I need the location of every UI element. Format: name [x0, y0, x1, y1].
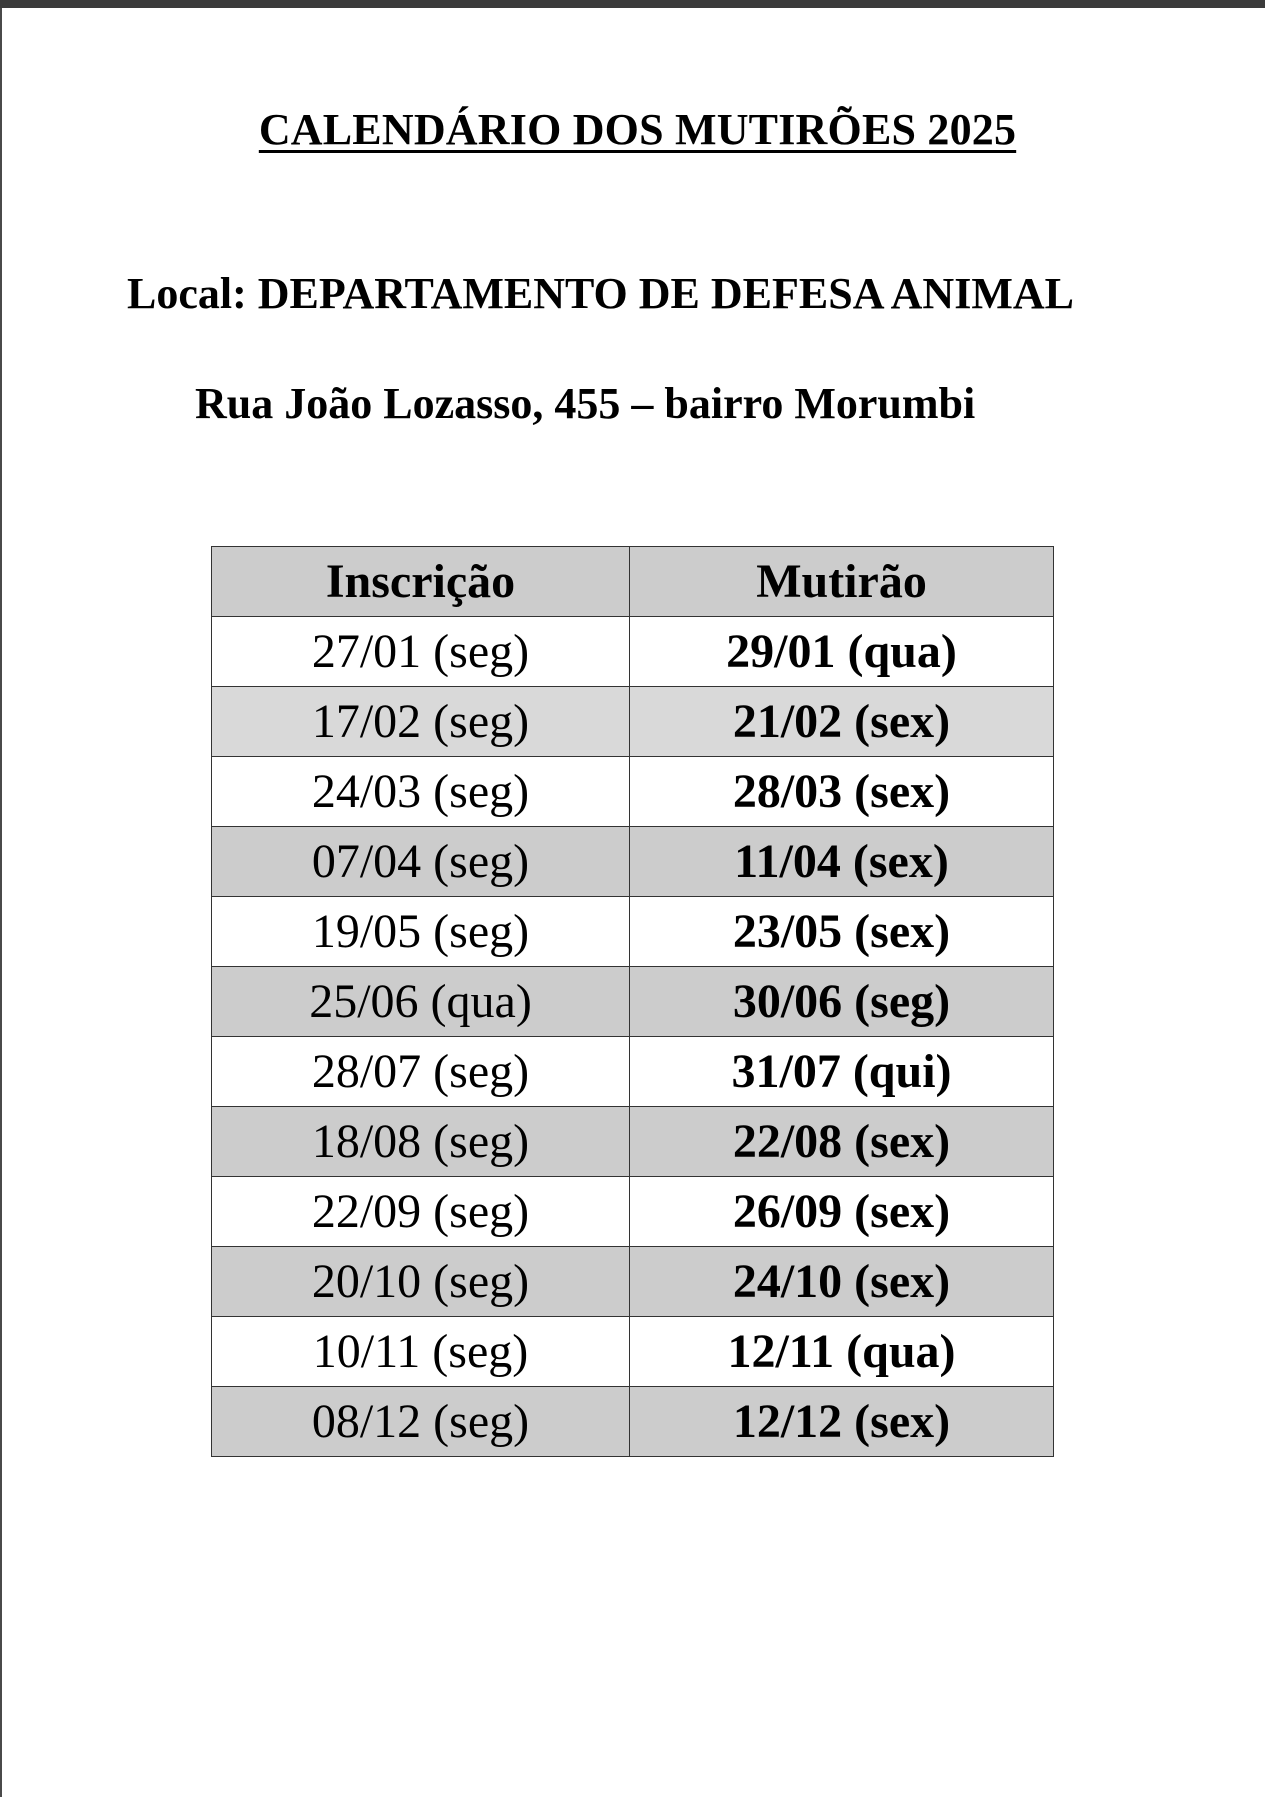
table-row: [212, 757, 1054, 827]
mutirao-date-cell: 31/07 (qui): [630, 1037, 1054, 1107]
schedule-table: [211, 546, 1054, 1457]
inscricao-date-cell: 25/06 (qua): [212, 967, 630, 1037]
table-row: [212, 687, 1054, 757]
mutirao-date-cell: 23/05 (sex): [630, 897, 1054, 967]
inscricao-date-cell: 22/09 (seg): [212, 1177, 630, 1247]
inscricao-date-cell: 17/02 (seg): [212, 687, 630, 757]
header-mutirao: Mutirão: [630, 547, 1054, 617]
mutirao-date-cell: 11/04 (sex): [630, 827, 1054, 897]
page-top-border: [0, 0, 1265, 8]
page-left-border: [0, 8, 2, 1797]
inscricao-date-cell: 27/01 (seg): [212, 617, 630, 687]
table-header-row: [212, 547, 1054, 617]
table-row: [212, 1177, 1054, 1247]
table-row: [212, 1247, 1054, 1317]
inscricao-date-cell: 08/12 (seg): [212, 1387, 630, 1457]
inscricao-date-cell: 07/04 (seg): [212, 827, 630, 897]
table-row: [212, 897, 1054, 967]
mutirao-date-cell: 28/03 (sex): [630, 757, 1054, 827]
page-title: CALENDÁRIO DOS MUTIRÕES 2025: [258, 105, 1017, 154]
mutirao-date-cell: 22/08 (sex): [630, 1107, 1054, 1177]
mutirao-date-cell: 29/01 (qua): [630, 617, 1054, 687]
address-line: Rua João Lozasso, 455 – bairro Morumbi: [195, 379, 976, 428]
mutirao-date-cell: 26/09 (sex): [630, 1177, 1054, 1247]
inscricao-date-cell: 24/03 (seg): [212, 757, 630, 827]
table-row: [212, 617, 1054, 687]
table-row: [212, 1037, 1054, 1107]
table-row: [212, 967, 1054, 1037]
inscricao-date-cell: 18/08 (seg): [212, 1107, 630, 1177]
header-inscricao: Inscrição: [212, 547, 630, 617]
inscricao-date-cell: 20/10 (seg): [212, 1247, 630, 1317]
inscricao-date-cell: 10/11 (seg): [212, 1317, 630, 1387]
location-line: Local: DEPARTAMENTO DE DEFESA ANIMAL: [127, 269, 1074, 318]
table-row: [212, 1387, 1054, 1457]
mutirao-date-cell: 12/11 (qua): [630, 1317, 1054, 1387]
inscricao-date-cell: 19/05 (seg): [212, 897, 630, 967]
mutirao-date-cell: 24/10 (sex): [630, 1247, 1054, 1317]
inscricao-date-cell: 28/07 (seg): [212, 1037, 630, 1107]
table-row: [212, 1107, 1054, 1177]
mutirao-date-cell: 12/12 (sex): [630, 1387, 1054, 1457]
table-row: [212, 827, 1054, 897]
mutirao-date-cell: 21/02 (sex): [630, 687, 1054, 757]
table-row: [212, 1317, 1054, 1387]
mutirao-date-cell: 30/06 (seg): [630, 967, 1054, 1037]
schedule-table-body: [212, 617, 1054, 1457]
